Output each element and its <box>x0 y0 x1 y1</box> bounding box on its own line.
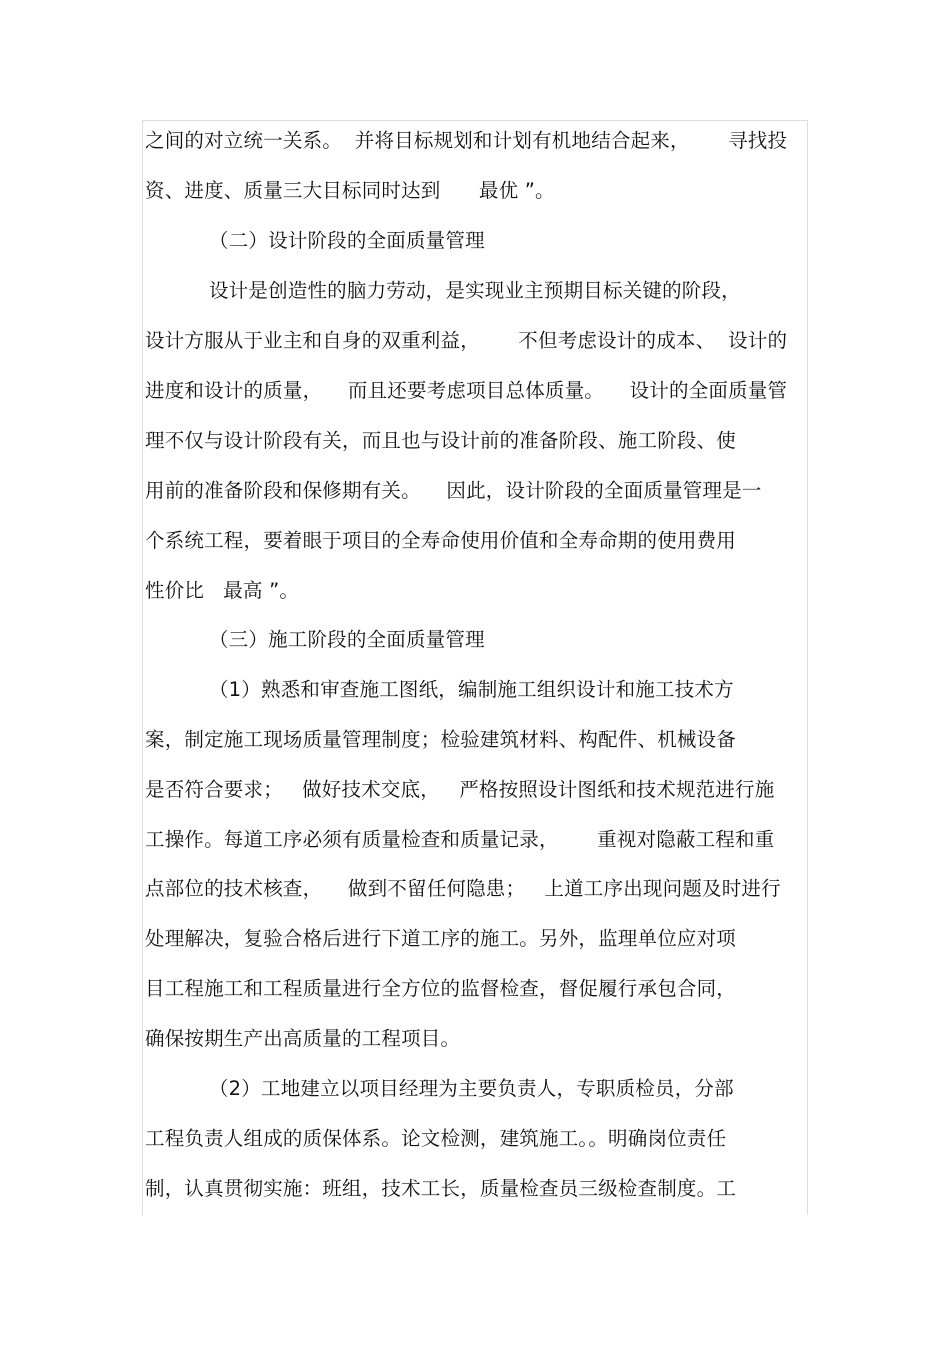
text-line: 设计是创造性的脑力劳动，是实现业主预期目标关键的阶段， <box>145 279 741 302</box>
text-line: 个系统工程，要着眼于项目的全寿命使用价值和全寿命期的使用费用 <box>145 529 737 552</box>
text-line: 是否符合要求； 做好技术交底， 严格按照设计图纸和技术规范进行施 <box>145 778 775 801</box>
text-line: （1）熟悉和审查施工图纸，编制施工组织设计和施工技术方 <box>145 678 734 701</box>
text-line: 点部位的技术核查， 做到不留任何隐患； 上道工序出现问题及时进行 <box>145 877 781 900</box>
text-line: 工程负责人组成的质保体系。论文检测，建筑施工。。明确岗位责任 <box>145 1127 727 1150</box>
text-line: 之间的对立统一关系。 并将目标规划和计划有机地结合起来， 寻找投 <box>145 129 788 152</box>
text-line: 处理解决，复验合格后进行下道工序的施工。另外，监理单位应对项 <box>145 927 737 950</box>
text-line: （2）工地建立以项目经理为主要负责人，专职质检员，分部 <box>145 1077 734 1100</box>
text-line: 进度和设计的质量， 而且还要考虑项目总体质量。 设计的全面质量管 <box>145 379 788 402</box>
text-line: 工操作。每道工序必须有质量检查和质量记录， 重视对隐蔽工程和重 <box>145 828 775 851</box>
section-heading: （二）设计阶段的全面质量管理 <box>145 229 485 252</box>
text-line: 制，认真贯彻实施：班组，技术工长，质量检查员三级检查制度。工 <box>145 1177 737 1200</box>
text-line: 理不仅与设计阶段有关，而且也与设计前的准备阶段、施工阶段、使 <box>145 429 737 452</box>
text-line: 目工程施工和工程质量进行全方位的监督检查，督促履行承包合同， <box>145 977 737 1000</box>
text-line: 资、进度、质量三大目标同时达到 最优 ”。 <box>145 179 555 202</box>
section-heading: （三）施工阶段的全面质量管理 <box>145 628 485 651</box>
text-line: 案，制定施工现场质量管理制度；检验建筑材料、构配件、机械设备 <box>145 728 737 751</box>
text-line: 确保按期生产出高质量的工程项目。 <box>145 1027 461 1050</box>
text-line: 性价比 最高 ”。 <box>145 579 300 602</box>
text-line: 设计方服从于业主和自身的双重利益， 不但考虑设计的成本、 设计的 <box>145 329 788 352</box>
text-line: 用前的准备阶段和保修期有关。 因此，设计阶段的全面质量管理是一 <box>145 479 762 502</box>
